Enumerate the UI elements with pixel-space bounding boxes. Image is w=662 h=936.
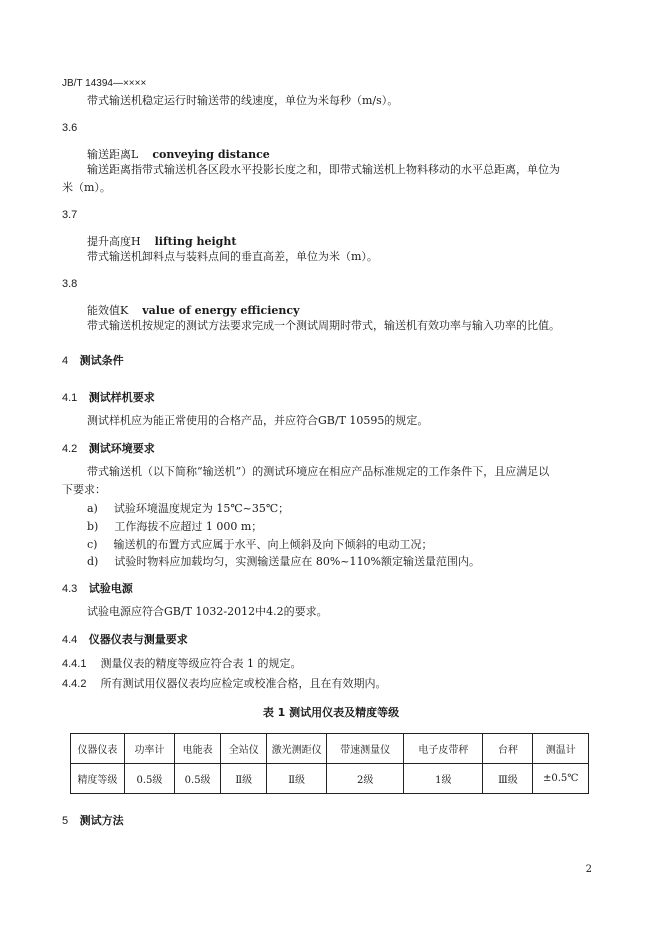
term-en: lifting height — [154, 235, 237, 248]
section-title: 测试样机要求 — [88, 391, 155, 404]
clause-number-3-8: 3.8 — [62, 278, 78, 290]
term-3-8-definition: 带式输送机按规定的测试方法要求完成一个测试周期时带式，输送机有效功率与输入功率的比值。 — [87, 319, 560, 332]
section-number: 4.4.2 — [62, 678, 87, 690]
table-cell: 0.5级 — [175, 764, 221, 794]
term-3-6-definition-cont: 米（m）。 — [62, 181, 111, 194]
clause-number-3-6: 3.6 — [62, 122, 78, 134]
list-item — [87, 553, 480, 571]
list-item — [87, 536, 432, 554]
table-cell: ±0.5℃ — [533, 764, 589, 794]
table-cell: 仪器仪表 — [71, 734, 125, 764]
section-4-4-2 — [62, 675, 386, 693]
table-cell: 1级 — [404, 764, 483, 794]
table-cell: 电子皮带秤 — [404, 734, 483, 764]
section-number: 4.4.1 — [62, 658, 87, 670]
section-title: 测试方法 — [79, 814, 124, 827]
term-en: conveying distance — [152, 148, 270, 161]
document-header: JB/T 14394—×××× — [62, 78, 147, 89]
list-text: 工作海拔不应超过 1 000 m； — [114, 520, 263, 533]
table-cell: 台秤 — [483, 734, 533, 764]
term-cn: 能效值K — [87, 304, 129, 317]
section-number: 4.1 — [62, 392, 78, 404]
section-title: 试验电源 — [88, 582, 133, 595]
list-mark: a) — [87, 502, 98, 515]
section-text: 所有测试用仪器仪表均应检定或校准合格，且在有效期内。 — [100, 677, 387, 690]
section-title: 仪器仪表与测量要求 — [88, 633, 188, 646]
speed-definition-text: 带式输送机稳定运行时输送带的线速度，单位为米每秒（m/s）。 — [87, 94, 399, 107]
table-cell: 全站仪 — [221, 734, 267, 764]
table-cell: 2级 — [327, 764, 404, 794]
table-cell: Ⅲ级 — [483, 764, 533, 794]
table-cell: 功率计 — [124, 734, 174, 764]
section-number: 4 — [62, 355, 69, 367]
table-1-caption: 表 1 测试用仪表及精度等级 — [262, 706, 400, 719]
term-3-6-definition: 输送距离指带式输送机各区段水平投影长度之和，即带式输送机上物料移动的水平总距离，单位为 — [87, 163, 560, 176]
section-number: 4.2 — [62, 443, 78, 455]
section-4-2-text-cont: 下要求： — [62, 483, 106, 496]
term-en: value of energy efficiency — [142, 304, 300, 317]
section-4-4-heading — [62, 631, 188, 647]
table-cell: 激光测距仪 — [267, 734, 327, 764]
term-cn: 输送距离L — [87, 148, 139, 161]
term-cn: 提升高度H — [87, 235, 141, 248]
section-5-heading — [62, 812, 124, 828]
section-title: 测试条件 — [79, 354, 124, 367]
instrument-accuracy-table — [70, 733, 589, 794]
table-cell: 0.5级 — [124, 764, 174, 794]
term-3-7 — [87, 233, 236, 249]
table-cell: 精度等级 — [71, 764, 125, 794]
page-number: 2 — [585, 864, 592, 875]
section-text: 测量仪表的精度等级应符合表 1 的规定。 — [100, 657, 302, 670]
table-cell: 带速测量仪 — [327, 734, 404, 764]
list-item — [87, 500, 289, 518]
table-row — [71, 764, 589, 794]
term-3-6 — [87, 146, 270, 162]
section-4-1-text: 测试样机应为能正常使用的合格产品，并应符合GB/T 10595的规定。 — [87, 414, 429, 427]
section-number: 4.4 — [62, 634, 78, 646]
section-4-1-heading — [62, 389, 155, 405]
list-mark: c) — [87, 538, 98, 551]
list-mark: d) — [87, 555, 99, 568]
term-3-7-definition: 带式输送机卸料点与装料点间的垂直高差，单位为米（m）。 — [87, 250, 378, 263]
table-cell: 测温计 — [533, 734, 589, 764]
list-mark: b) — [87, 520, 99, 533]
table-cell: Ⅱ级 — [267, 764, 327, 794]
section-4-3-heading — [62, 580, 133, 596]
clause-number-3-7: 3.7 — [62, 209, 78, 221]
section-4-2-text: 带式输送机（以下简称“输送机”）的测试环境应在相应产品标准规定的工作条件下，且应满足以 — [87, 465, 550, 478]
section-4-3-text: 试验电源应符合GB/T 1032-2012中4.2的要求。 — [87, 605, 328, 618]
term-3-8 — [87, 302, 300, 318]
section-title: 测试环境要求 — [88, 442, 155, 455]
table-cell: 电能表 — [175, 734, 221, 764]
section-number: 5 — [62, 815, 69, 827]
list-item — [87, 518, 262, 536]
list-text: 输送机的布置方式应属于水平、向上倾斜及向下倾斜的电动工况； — [113, 538, 433, 551]
list-text: 试验时物料应加载均匀，实测输送量应在 80%~110%额定输送量范围内。 — [114, 555, 480, 568]
section-4-2-heading — [62, 440, 155, 456]
list-text: 试验环境温度规定为 15℃~35℃； — [113, 502, 290, 515]
section-4-heading — [62, 352, 124, 368]
table-header-row — [71, 734, 589, 764]
section-number: 4.3 — [62, 583, 78, 595]
section-4-4-1 — [62, 655, 301, 673]
table-cell: Ⅱ级 — [221, 764, 267, 794]
